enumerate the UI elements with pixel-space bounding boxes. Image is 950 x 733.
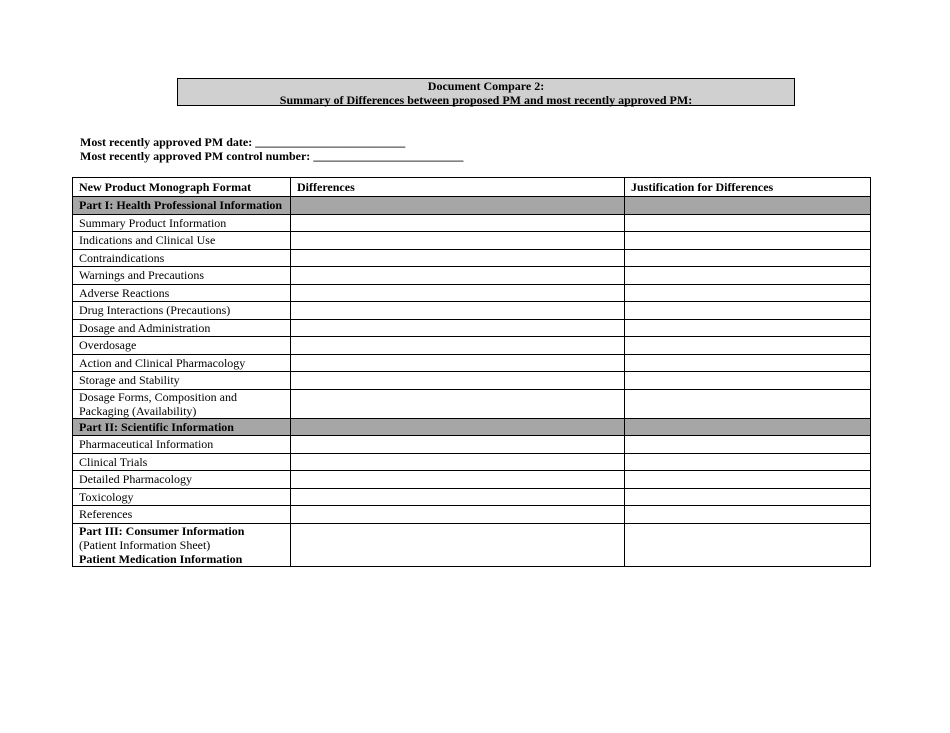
table-row [73, 488, 871, 506]
row-label: Detailed Pharmacology [73, 471, 291, 489]
differences-cell[interactable] [291, 523, 625, 566]
comparison-table [72, 177, 871, 567]
header-differences: Differences [291, 178, 625, 197]
row-label-multiline [73, 389, 291, 418]
justification-cell[interactable] [625, 372, 871, 390]
differences-cell[interactable] [291, 249, 625, 267]
differences-cell[interactable] [291, 214, 625, 232]
differences-cell[interactable] [291, 284, 625, 302]
section-blank-cell [291, 197, 625, 215]
part3-subtitle: (Patient Information Sheet) [79, 537, 211, 552]
section-blank-cell [291, 418, 625, 436]
differences-cell[interactable] [291, 267, 625, 285]
differences-cell[interactable] [291, 319, 625, 337]
row-label: Overdosage [73, 337, 291, 355]
justification-cell[interactable] [625, 267, 871, 285]
justification-cell[interactable] [625, 302, 871, 320]
control-number-field[interactable]: _________________________ [313, 149, 464, 163]
title-line-1: Document Compare 2: [427, 79, 545, 93]
section-label: Part I: Health Professional Information [73, 197, 291, 215]
differences-cell[interactable] [291, 471, 625, 489]
table-row [73, 214, 871, 232]
row-label: References [73, 506, 291, 524]
justification-cell[interactable] [625, 389, 871, 418]
differences-cell[interactable] [291, 372, 625, 390]
justification-cell[interactable] [625, 354, 871, 372]
table-row-part3 [73, 523, 871, 566]
approved-date-label: Most recently approved PM date: [80, 135, 253, 149]
row-label: Contraindications [73, 249, 291, 267]
title-line-2: Summary of Differences between proposed PM and most recently approved PM: [279, 93, 693, 107]
justification-cell[interactable] [625, 523, 871, 566]
differences-cell[interactable] [291, 389, 625, 418]
differences-cell[interactable] [291, 337, 625, 355]
justification-cell[interactable] [625, 488, 871, 506]
section-blank-cell [625, 197, 871, 215]
section-blank-cell [625, 418, 871, 436]
differences-cell[interactable] [291, 354, 625, 372]
justification-cell[interactable] [625, 319, 871, 337]
section-row-part1 [73, 197, 871, 215]
row-label: Indications and Clinical Use [73, 232, 291, 250]
differences-cell[interactable] [291, 488, 625, 506]
table-row [73, 232, 871, 250]
row-label-line: Dosage Forms, Composition and [79, 389, 237, 404]
section-row-part2 [73, 418, 871, 436]
table-row [73, 506, 871, 524]
table-row [73, 436, 871, 454]
row-label: Clinical Trials [73, 453, 291, 471]
table-row [73, 372, 871, 390]
row-label: Dosage and Administration [73, 319, 291, 337]
table-row [73, 389, 871, 418]
header-justification: Justification for Differences [625, 178, 871, 197]
row-label: Drug Interactions (Precautions) [73, 302, 291, 320]
table-row [73, 453, 871, 471]
justification-cell[interactable] [625, 284, 871, 302]
part3-pmi: Patient Medication Information [79, 551, 243, 566]
differences-cell[interactable] [291, 506, 625, 524]
approved-date-field[interactable]: _________________________ [255, 135, 406, 149]
approval-metadata [80, 135, 463, 163]
differences-cell[interactable] [291, 232, 625, 250]
table-row [73, 354, 871, 372]
control-number-label: Most recently approved PM control number: [80, 149, 311, 163]
row-label: Storage and Stability [73, 372, 291, 390]
table-row [73, 267, 871, 285]
row-label: Action and Clinical Pharmacology [73, 354, 291, 372]
table-header-row [73, 178, 871, 197]
row-label-line: Packaging (Availability) [79, 403, 197, 418]
table-row [73, 471, 871, 489]
justification-cell[interactable] [625, 232, 871, 250]
row-label: Warnings and Precautions [73, 267, 291, 285]
differences-cell[interactable] [291, 302, 625, 320]
row-label: Pharmaceutical Information [73, 436, 291, 454]
header-format: New Product Monograph Format [73, 178, 291, 197]
table-row [73, 302, 871, 320]
justification-cell[interactable] [625, 506, 871, 524]
justification-cell[interactable] [625, 453, 871, 471]
table-row [73, 319, 871, 337]
section-label: Part II: Scientific Information [73, 418, 291, 436]
justification-cell[interactable] [625, 471, 871, 489]
document-title-box [177, 78, 795, 106]
control-number-line [80, 149, 463, 163]
differences-cell[interactable] [291, 453, 625, 471]
row-label: Toxicology [73, 488, 291, 506]
justification-cell[interactable] [625, 249, 871, 267]
differences-cell[interactable] [291, 436, 625, 454]
table-row [73, 249, 871, 267]
justification-cell[interactable] [625, 214, 871, 232]
table-row [73, 284, 871, 302]
row-label: Summary Product Information [73, 214, 291, 232]
part3-label [73, 523, 291, 566]
justification-cell[interactable] [625, 337, 871, 355]
table-row [73, 337, 871, 355]
part3-title: Part III: Consumer Information [79, 523, 245, 538]
justification-cell[interactable] [625, 436, 871, 454]
row-label: Adverse Reactions [73, 284, 291, 302]
approved-date-line [80, 135, 463, 149]
